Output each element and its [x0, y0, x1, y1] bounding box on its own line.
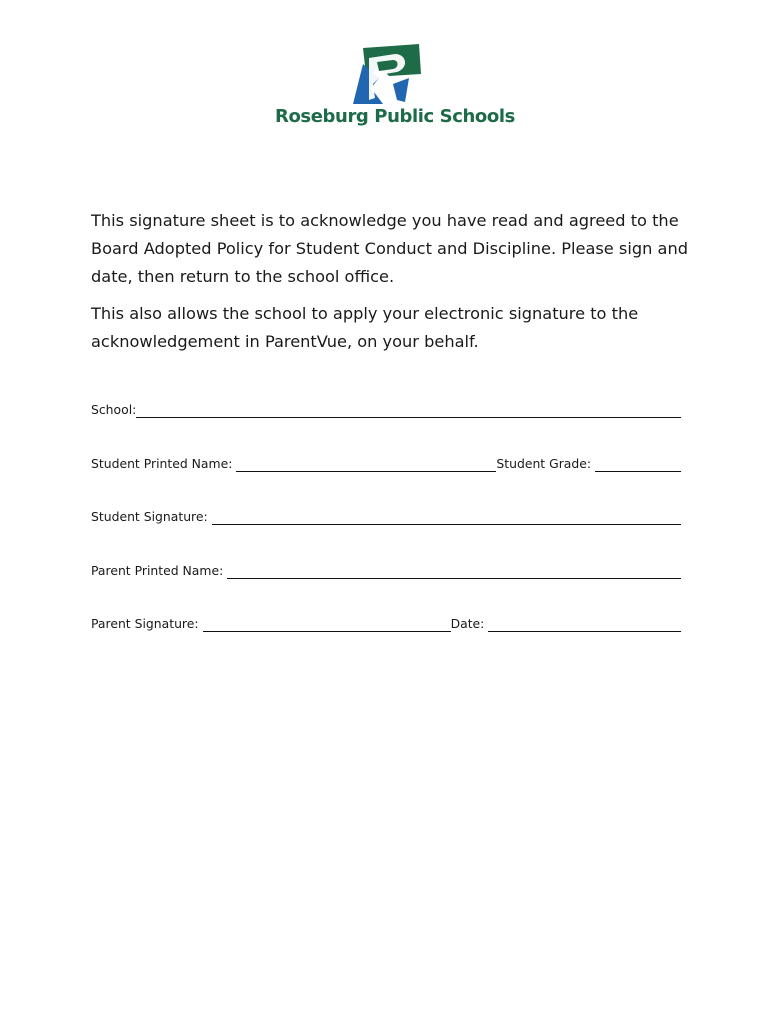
- parent-name-label: Parent Printed Name:: [91, 562, 224, 578]
- signature-form: [91, 398, 681, 666]
- roseburg-logo-icon: [349, 44, 421, 106]
- intro-paragraph-1: This signature sheet is to acknowledge you have read and agreed to the Board Adopted Policy for Student Conduct and Discipline. Please sign and date, then return to the school office.: [91, 211, 688, 286]
- intro-text: [91, 207, 691, 365]
- student-grade-label: Student Grade:: [496, 455, 592, 471]
- parent-name-row: [91, 559, 681, 579]
- student-signature-label: Student Signature:: [91, 509, 208, 524]
- parent-signature-label: Parent Signature:: [91, 616, 199, 631]
- school-field[interactable]: [136, 403, 681, 418]
- school-label: School:: [91, 402, 137, 417]
- school-row: [91, 398, 681, 418]
- school-logo: [275, 44, 515, 136]
- student-grade-field[interactable]: [595, 457, 681, 472]
- student-signature-field[interactable]: [212, 510, 681, 525]
- logo-wordmark: Roseburg Public Schools: [275, 106, 515, 127]
- student-name-label: Student Printed Name:: [91, 455, 233, 471]
- date-label: Date:: [450, 616, 485, 631]
- parent-signature-row: [91, 612, 681, 632]
- parent-name-field[interactable]: [227, 564, 681, 579]
- student-signature-row: [91, 505, 681, 525]
- student-name-field[interactable]: [236, 457, 496, 472]
- intro-paragraph-2: This also allows the school to apply your electronic signature to the acknowledgement in ParentVue, on your behalf.: [91, 304, 639, 351]
- date-field[interactable]: [488, 617, 681, 632]
- parent-signature-field[interactable]: [203, 617, 451, 632]
- student-name-row: [91, 452, 681, 472]
